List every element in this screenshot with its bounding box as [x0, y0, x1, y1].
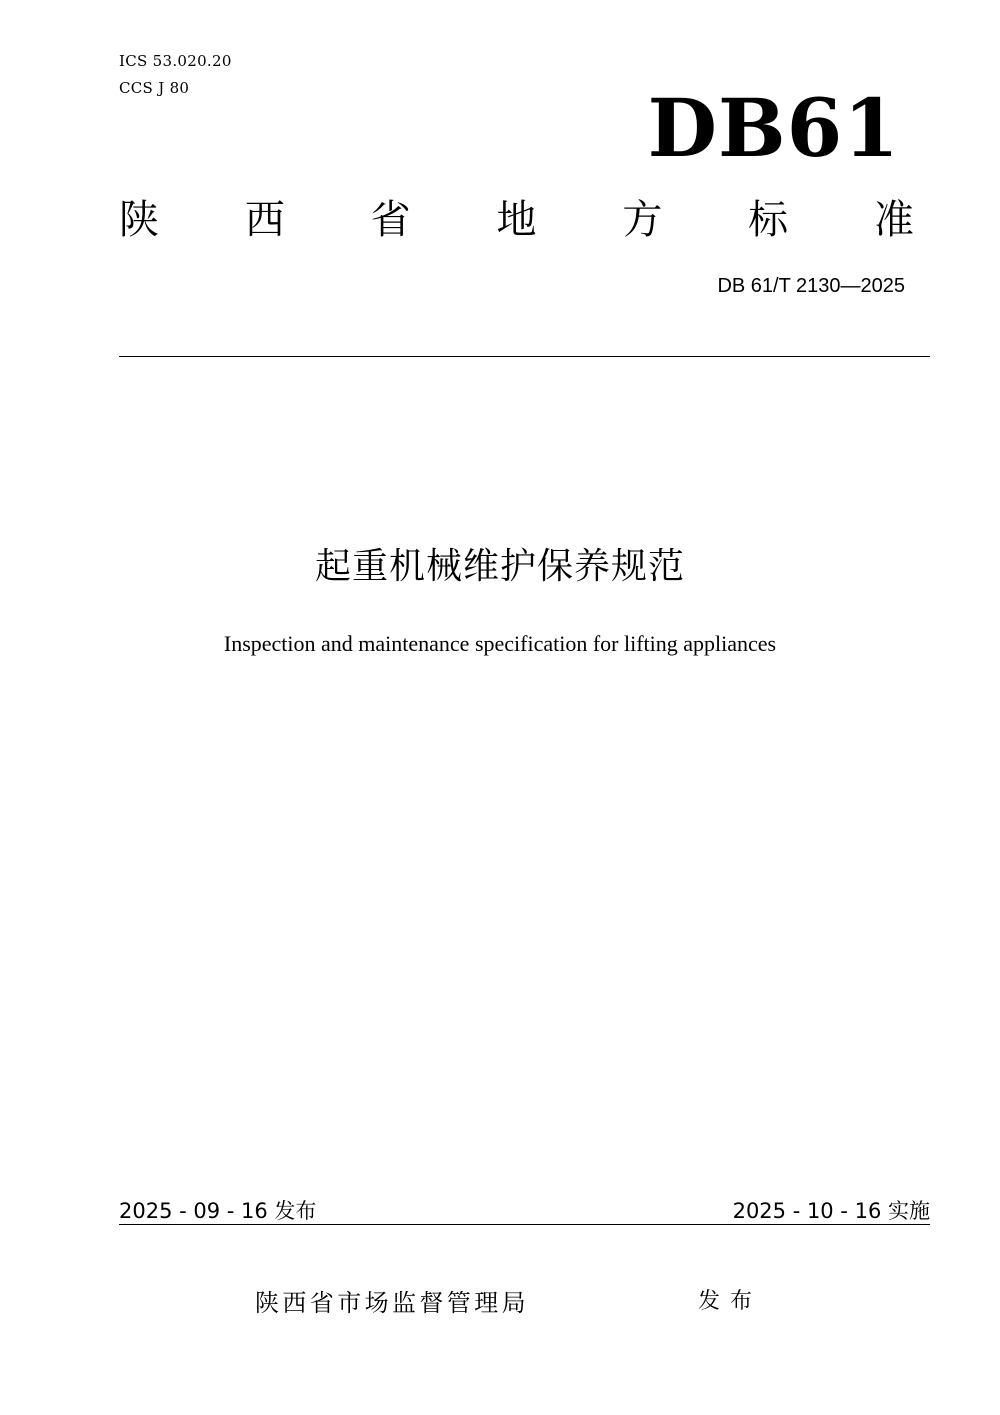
standard-type-char: 方 [622, 197, 663, 243]
standard-type-char: 地 [496, 197, 537, 243]
publisher-name: 陕西省市场监督管理局 [255, 1289, 529, 1317]
standard-type-char: 标 [748, 197, 789, 243]
document-title-english: Inspection and maintenance specification for lifting appliances [223, 631, 777, 656]
implementation-date: 2025 - 10 - 16 实施 [732, 1199, 930, 1223]
top-divider [119, 356, 930, 357]
issue-date: 2025 - 09 - 16 发布 [119, 1199, 317, 1223]
document-title-chinese: 起重机械维护保养规范 [314, 546, 685, 587]
standard-type-char: 西 [244, 197, 285, 243]
standard-number: DB 61/T 2130—2025 [717, 275, 905, 297]
standard-type-char: 准 [873, 197, 914, 243]
ics-code: ICS 53.020.20 [119, 52, 232, 70]
ccs-code: CCS J 80 [119, 79, 190, 97]
standard-type-char: 省 [370, 197, 411, 243]
db61-logo: DB61 [647, 81, 900, 175]
standard-type-char: 陕 [119, 197, 159, 243]
bottom-divider [119, 1224, 930, 1225]
standard-type-title [119, 196, 914, 244]
publish-label: 发布 [698, 1289, 763, 1314]
